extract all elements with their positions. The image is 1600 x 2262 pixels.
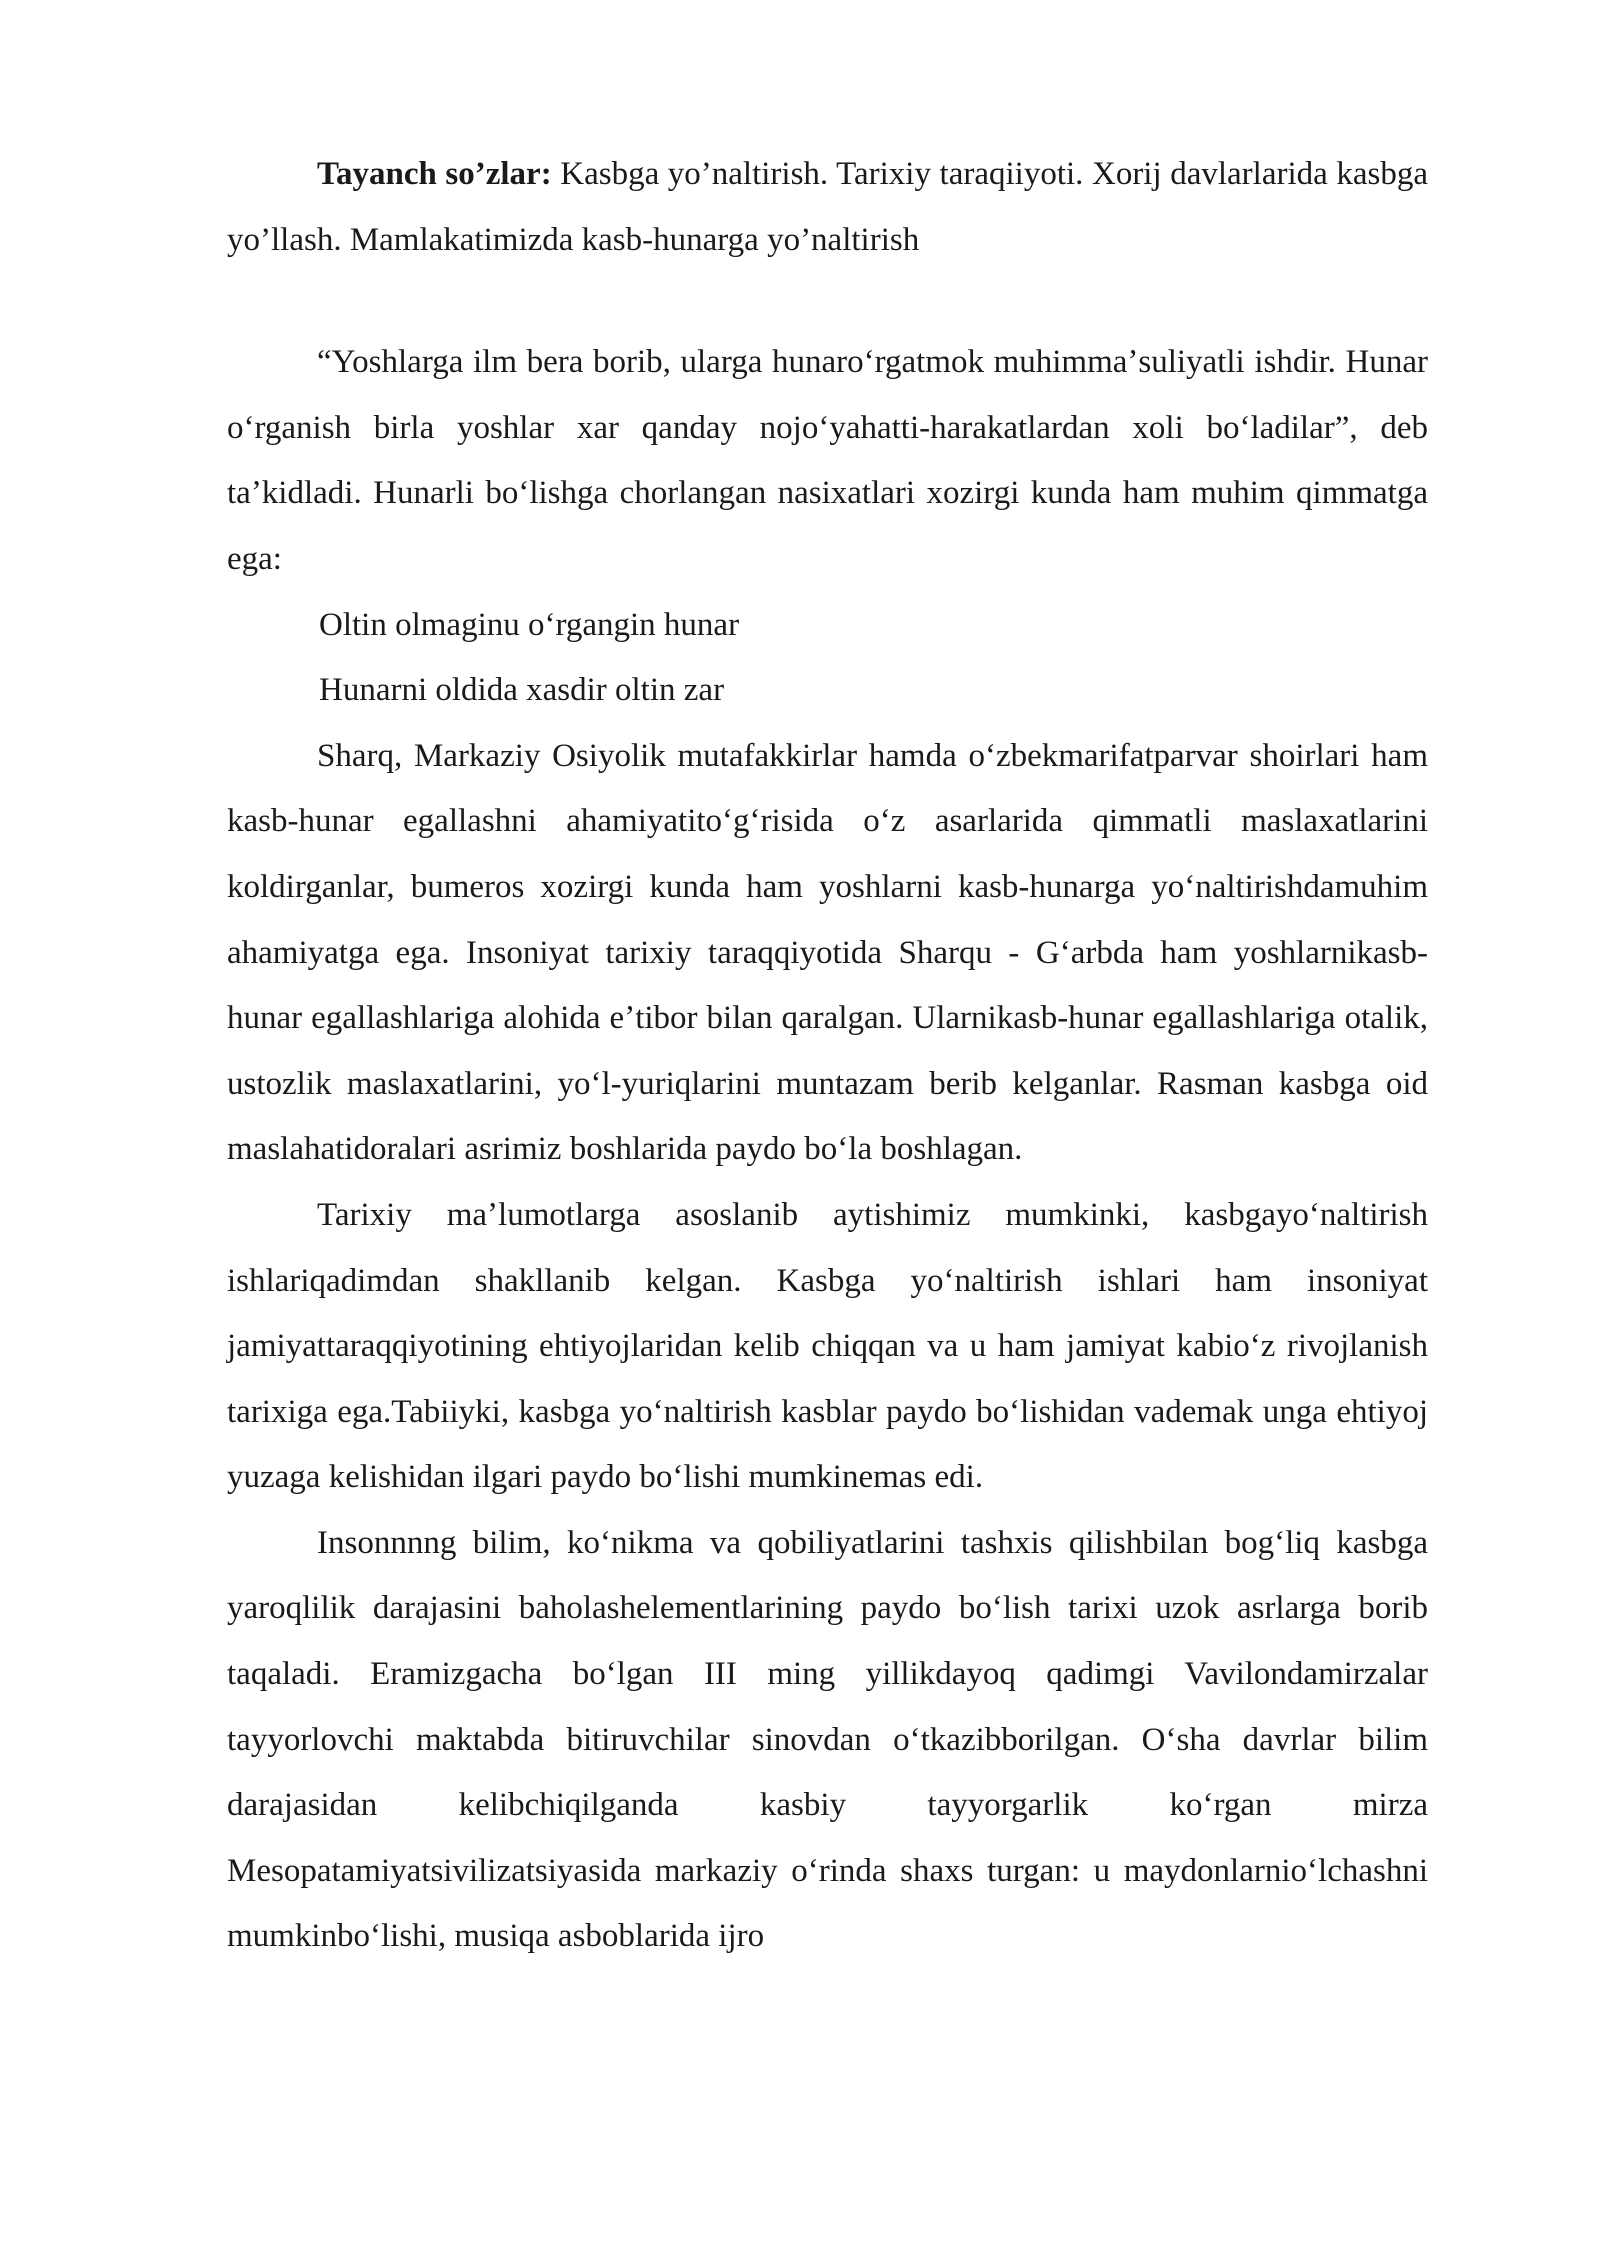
verse-line-2: Hunarni oldida xasdir oltin zar xyxy=(319,672,725,709)
body-paragraph-2: Tarixiy maʼlumotlarga asoslanib aytishimiz mumkinki, kasbgayoʻnaltirish ishlariqadimdan shakllanib kelgan. Kasbga yoʻnaltirish ishlari ham insoniyat jamiyattaraqqiyotining ehtiyojlaridan kelib chiqqan va u ham jamiyat kabioʻz rivojlanish tarixiga ega.Tabiiyki, kasbga yoʻnaltirish kasblar paydo boʻlishidan vademak unga ehtiyoj yuzaga kelishidan ilgari paydo boʻlishi mumkinemas edi. xyxy=(227,1196,1428,1496)
body-paragraph-3: Insonnnng bilim, koʻnikma va qobiliyatlarini tashxis qilishbilan bogʻliq kasbga yaroqlilik darajasini baholashelementlarining paydo boʻlish tarixi uzok asrlarga borib taqaladi. Eramizgacha boʻlgan III ming yillikdayoq qadimgi Vavilondamirzalar tayyorlovchi maktabda bitiruvchilar sinovdan oʻtkazibborilgan. Oʻsha davrlar bilim darajasidan kelibchiqilganda kasbiy tayyorgarlik koʻrgan mirza Mesopatamiyatsivilizatsiyasida markaziy oʻrinda shaxs turgan: u maydonlarnioʻlchashni mumkinboʻlishi, musiqa asboblarida ijro xyxy=(227,1524,1428,1955)
body-paragraph-1: Sharq, Markaziy Osiyolik mutafakkirlar hamda oʻzbekmarifatparvar shoirlari ham kasb-hunar egallashni ahamiyatitoʻgʻrisida oʻz asarlarida qimmatli maslaxatlarini koldirganlar, bumeros xozirgi kunda ham yoshlarni kasb-hunarga yoʻnaltirishdamuhim ahamiyatga ega. Insoniyat tarixiy taraqqiyotida Sharqu - Gʻarbda ham yoshlarnikasb-hunar egallashlariga alohida eʼtibor bilan qaralgan. Ularnikasb-hunar egallashlariga otalik, ustozlik maslaxatlarini, yoʻl-yuriqlarini muntazam berib kelganlar. Rasman kasbga oid maslahatidoralari asrimiz boshlarida paydo boʻla boshlagan. xyxy=(227,737,1428,1168)
quote-paragraph: “Yoshlarga ilm bera borib, ularga hunaroʻrgatmok muhimmaʼsuliyatli ishdir. Hunar oʻrganish birla yoshlar xar qanday nojoʻyahatti-harakatlardan xoli boʻladilar”, deb taʼkidladi. Hunarli boʻlishga chorlangan nasixatlari xozirgi kunda ham muhim qimmatga ega: xyxy=(227,344,1428,577)
keywords-text: Kasbga yo’naltirish. Tarixiy taraqiiyoti. Xorij davlarlarida kasbga yo’llash. Mamlakatimizda kasb-hunarga yo’naltirish xyxy=(227,156,1428,258)
verse-line-1: Oltin olmaginu oʻrgangin hunar xyxy=(319,606,740,643)
document-page xyxy=(227,142,1428,1970)
keywords-label: Tayanch so’zlar: xyxy=(317,156,552,192)
keywords-paragraph xyxy=(227,142,1428,273)
